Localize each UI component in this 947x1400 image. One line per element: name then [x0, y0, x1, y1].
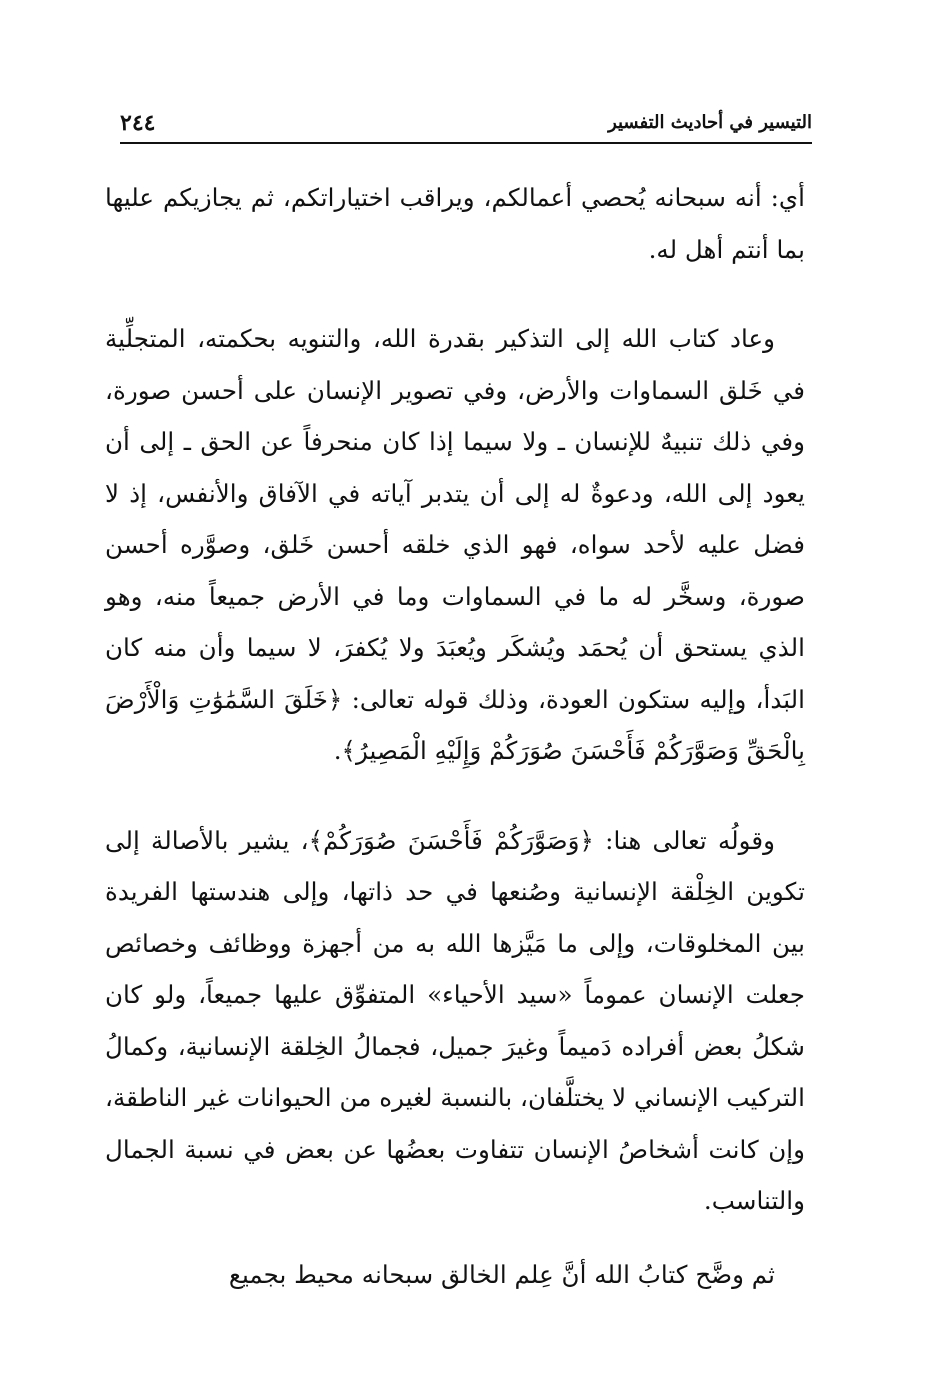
- page-header: [120, 108, 812, 144]
- running-title: التيسير في أحاديث التفسير: [608, 112, 812, 133]
- paragraph-2: وعاد كتاب الله إلى التذكير بقدرة الله، والتنويه بحكمته، المتجلِّية في خَلق السماوات والأرض، وفي تصوير الإنسان على أحسن صورة، وفي ذلك تنبيهٌ للإنسان ـ ولا سيما إذا كان منحرفاً عن الحق ـ إلى أن يعود إلى الله، ودعوةٌ له إلى أن يتدبر آياته في الآفاق والأنفس، إذ لا فضل عليه لأحد سواه، فهو الذي خلقه أحسن خَلق، وصوَّره أحسن صورة، وسخَّر له ما في السماوات وما في الأرض جميعاً منه، وهو الذي يستحق أن يُحمَد ويُشكَر ويُعبَدَ ولا يُكفرَ، لا سيما وأن منه كان البَدأ، وإليه ستكون العودة، وذلك قوله تعالى: ﴿خَلَقَ السَّمَٰوَٰتِ وَالْأَرْضَ بِالْحَقِّ وَصَوَّرَكُمْ فَأَحْسَنَ صُوَرَكُمْ وَإِلَيْهِ الْمَصِيرُ﴾.: [105, 324, 805, 765]
- page-number: ٢٤٤: [120, 110, 156, 136]
- paragraph-4: ثم وضَّح كتابُ الله أنَّ عِلم الخالق سبحانه محيط بجميع: [228, 1259, 775, 1289]
- paragraph-3: وقولُه تعالى هنا: ﴿وَصَوَّرَكُمْ فَأَحْسَنَ صُوَرَكُمْ﴾، يشير بالأصالة إلى تكوين الخِلْقة الإنسانية وصُنعها في حد ذاتها، وإلى هندستها الفريدة بين المخلوقات، وإلى ما مَيَّزها الله به من أجهزة ووظائف وخصائص جعلت الإنسان عموماً «سيد الأحياء» المتفوِّق عليها جميعاً، ولو كان شكلُ بعض أفراده دَميماً وغيرَ جميل، فجمالُ الخِلقة الإنسانية، وكمالُ التركيب الإنساني لا يختلَّفان، بالنسبة لغيره من الحيوانات غير الناطقة، وإن كانت أشخاصُ الإنسان تتفاوت بعضُها عن بعض في نسبة الجمال والتناسب.: [105, 825, 805, 1215]
- paragraph-1: أي: أنه سبحانه يُحصي أعمالكم، ويراقب اختياراتكم، ثم يجازيكم عليها بما أنتم أهل له.: [105, 183, 805, 264]
- body-text: [105, 172, 805, 1300]
